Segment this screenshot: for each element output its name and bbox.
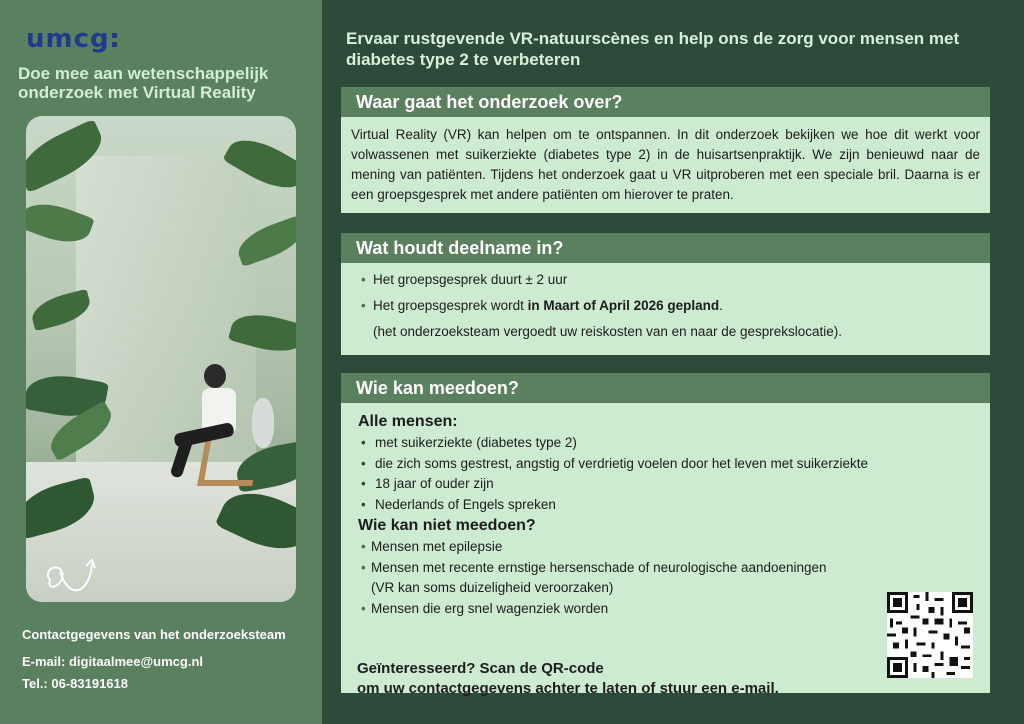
list-item: • Nederlands of Engels spreken [351,495,980,516]
left-title: Doe mee aan wetenschappelijk onderzoek met Virtual Reality [18,64,269,102]
logo-dots-icon [112,31,117,49]
section-body: Virtual Reality (VR) kan helpen om te ontspannen. In dit onderzoek bekijken we hoe dit werkt voor volwassenen met suikerziekte (diabetes type 2) in de huisartsenpraktijk. We zijn benieuwd naar de mening van patiënten. Tijdens het onderzoek gaat u VR uitproberen met een speciale bril. Daarna is er een groepsgesprek met andere patiënten om hierover te praten. [341,117,990,213]
main-title: Ervaar rustgevende VR-natuurscènes en help ons de zorg voor mensen met diabetes type 2 te verbeteren [346,29,960,69]
list-item: • Mensen met epilepsie [351,537,980,558]
section-about-research [341,87,990,213]
cta-line: om uw contactgegevens achter te laten of stuur een e-mail. [357,680,779,697]
section-heading: Waar gaat het onderzoek over? [341,87,990,117]
photo-person-head-vr [204,364,226,388]
contact-phone[interactable]: Tel.: 06-83191618 [22,676,128,691]
umcg-logo [26,24,117,54]
left-panel [0,0,322,724]
list-item: • die zich soms gestrest, angstig of verdrietig voelen door het leven met suikerziekte [351,454,980,475]
list-item: • Mensen met recente ernstige hersenschade of neurologische aandoeningen [351,558,980,579]
section-body [341,263,990,355]
contact-email[interactable]: E-mail: digitaalmee@umcg.nl [22,654,203,669]
cta-line: Geïnteresseerd? Scan de QR-code [357,660,604,677]
logo-text: umcg [26,24,110,54]
subheading-exclude: Wie kan niet meedoen? [358,517,536,534]
list-item: • met suikerziekte (diabetes type 2) [351,433,980,454]
list-item [355,296,976,316]
e-swirl-icon [40,542,100,602]
contact-heading: Contactgegevens van het onderzoeksteam [22,627,286,642]
list-item-text: Het groepsgesprek wordt [373,298,528,313]
section-heading: Wat houdt deelname in? [341,233,990,263]
list-item-continuation: (VR kan soms duizeligheid veroorzaken) [371,580,614,595]
list-item-bold: in Maart of April 2026 gepland [527,298,720,313]
travel-note: (het onderzoeksteam vergoedt uw reiskosten van en naar de gesprekslocatie). [373,324,843,339]
section-heading: Wie kan meedoen? [341,373,990,403]
list-item: • Het groepsgesprek duurt ± 2 uur [355,270,976,290]
subheading-include: Alle mensen: [358,413,458,430]
section-participation [341,233,990,355]
list-item: • 18 jaar of ouder zijn [351,474,980,495]
qr-code-icon[interactable] [887,592,973,678]
vr-garden-photo [26,116,296,602]
call-to-action [357,659,877,699]
list-item: • Mensen die erg snel wagenziek worden [351,599,980,620]
list-item-text: . [719,298,723,313]
